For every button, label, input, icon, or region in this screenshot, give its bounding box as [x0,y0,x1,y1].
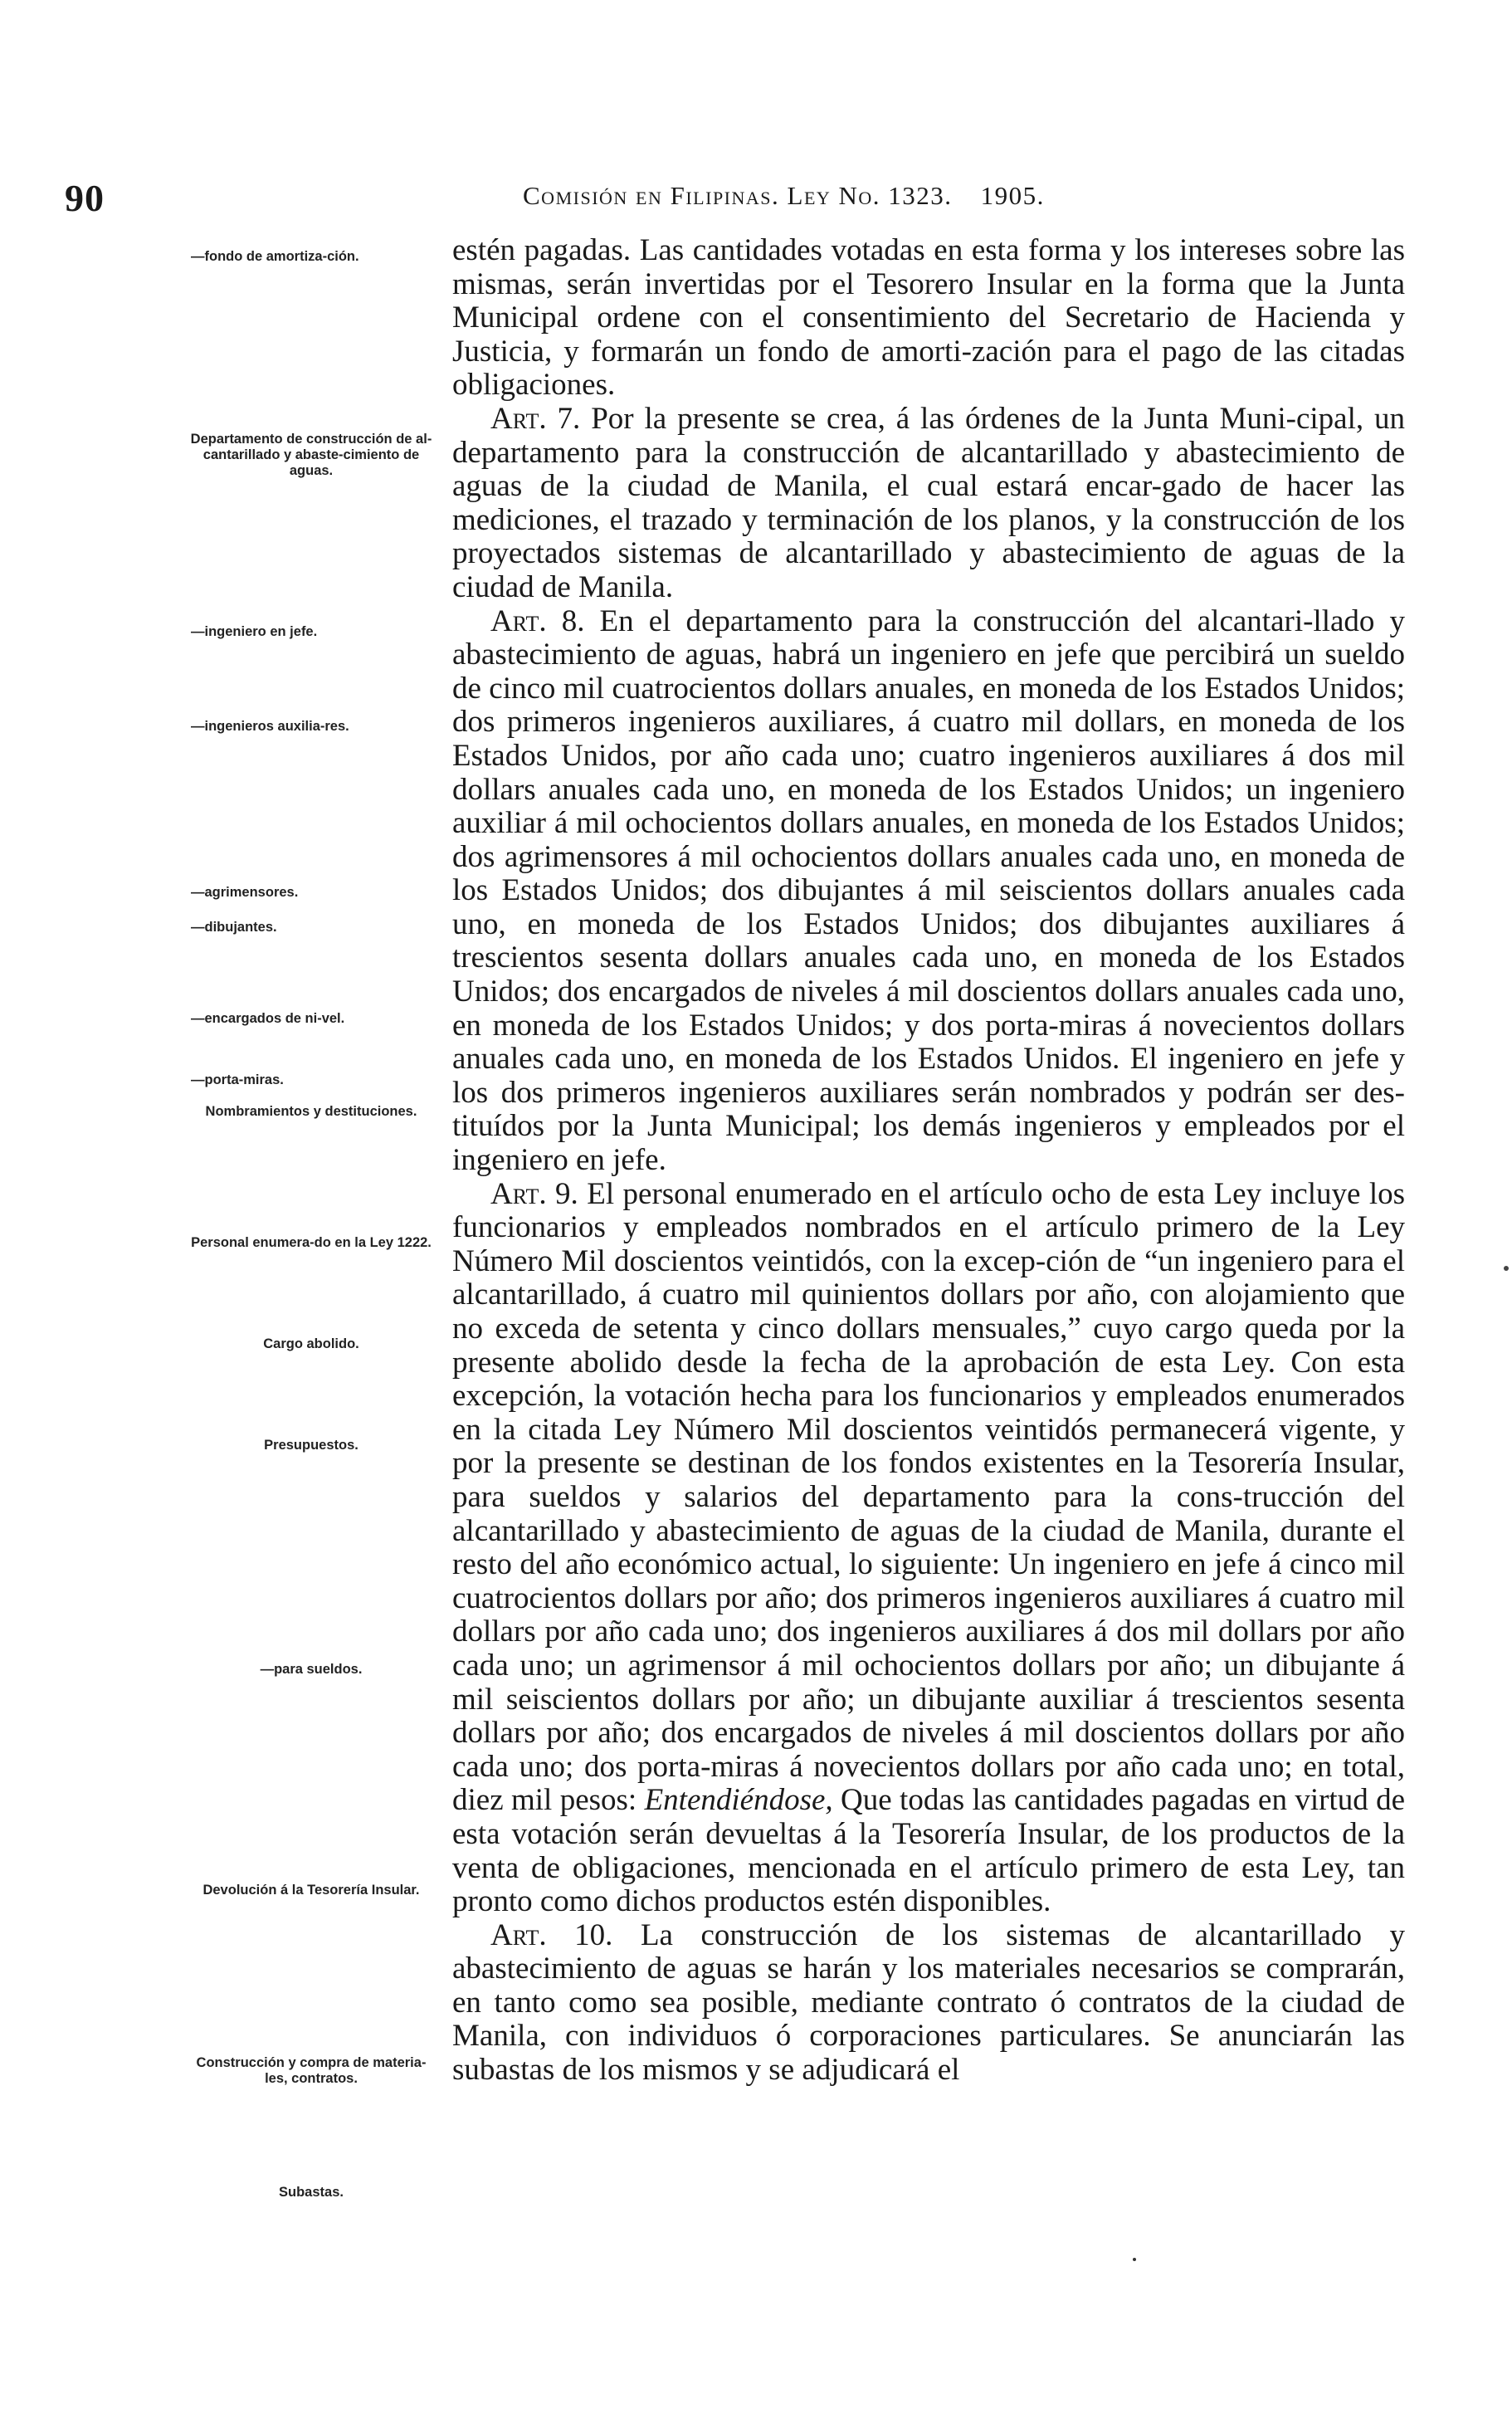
paragraph-art-8 [452,605,1405,1178]
scan-speck-edge [1504,1266,1509,1271]
paragraph-1: estén pagadas. Las cantidades votadas en esta forma y los intereses sobre las mismas, serán invertidas por el Tesorero Insular en la forma que la Junta Municipal ordene con el consentimiento del Secretario de Hacienda y Justicia, y formarán un fondo de amorti-zación para el pago de las citadas obligaciones. [452,233,1405,403]
article-7-text: Por la presente se crea, á las órdenes de la Junta Muni-cipal, un departamento para la construcción de alcantarillado y abastecimiento de aguas de la ciudad de Manila, el cual estará encar-gado de hacer las mediciones, el trazado y terminación de los planos, y la construcción de los proyectados sistemas de alcantarillado y abastecimiento de aguas de la ciudad de Manila. [452,401,1406,604]
running-title-text: Comisión en Filipinas. Ley No. 1323. [523,181,953,210]
page-number: 90 [65,177,105,219]
margin-note-ingenieros-auxiliares: —ingenieros auxilia-res. [191,719,349,734]
running-title-year: 1905. [980,181,1045,210]
margin-note-agrimensores: —agrimensores. [191,885,299,900]
margin-note-departamento: Departamento de construcción de al-cantarillado y abaste-cimiento de aguas. [190,432,432,478]
paragraph-art-9 [452,1178,1405,1919]
margin-note-porta-miras: —porta-miras. [191,1072,284,1087]
article-8-text: En el departamento para la construcción del alcantari-llado y abastecimiento de aguas, habrá un ingeniero en jefe que percibirá un sueldo de cinco mil cuatrocientos dollars anuales, en moneda de los Estados Unidos; dos primeros ingenieros auxiliares, á cuatro mil dollars, en moneda de los Estados Unidos, por año cada uno; cuatro ingenieros auxiliares á dos mil dollars anuales cada uno, en moneda de los Estados Unidos; un ingeniero auxiliar á mil ochocientos dollars anuales, en moneda de los Estados Unidos; dos agrimensores á mil ochocientos dollars anuales cada uno, en moneda de los Estados Unidos; dos dibujantes á mil seiscientos dollars anuales cada uno, en moneda de los Estados Unidos; dos dibujantes auxiliares á trescientos sesenta dollars anuales cada uno, en moneda de los Estados Unidos; dos encargados de niveles á mil doscientos dollars anuales cada uno, en moneda de los Estados Unidos; y dos porta-miras á novecientos dollars anuales cada uno, en moneda de los Estados Unidos. El ingeniero en jefe y los dos primeros ingenieros auxiliares serán nombrados y podrán ser des-tituídos por la Junta Municipal; los demás ingenieros y empleados por el ingeniero en jefe. [452,603,1405,1178]
margin-notes [0,0,448,2418]
margin-note-fondo: —fondo de amortiza-ción. [191,249,359,264]
margin-note-sueldos: —para sueldos. [260,1662,363,1677]
article-8-label: Art. 8. [490,603,585,638]
margin-note-encargados: —encargados de ni-vel. [191,1011,345,1026]
article-9-label: Art. 9. [490,1176,578,1211]
margin-note-cargo: Cargo abolido. [263,1336,359,1351]
article-7-label: Art. 7. [490,401,581,436]
margin-note-construccion: Construcción y compra de materia-les, contratos. [196,2055,427,2086]
margin-note-nombramientos: Nombramientos y destituciones. [205,1104,417,1119]
margin-note-personal: Personal enumera-do en la Ley 1222. [191,1235,432,1250]
article-10-label: Art. 10. [490,1917,613,1952]
body-text [452,234,1405,2088]
paragraph-art-7 [452,403,1405,605]
margin-note-devolucion: Devolución á la Tesorería Insular. [202,1883,420,1898]
margin-note-presupuestos: Presupuestos. [264,1438,358,1453]
article-9-text-b: Que todas las cantidades pagadas en virtud de esta votación serán devueltas á la Tesorería Insular, de los productos de la venta de obligaciones, mencionada en el artículo primero de esta Ley, tan pronto como dichos productos estén disponibles. [452,1783,1405,1919]
margin-note-ingeniero-jefe: —ingeniero en jefe. [191,624,318,639]
margin-note-dibujantes: —dibujantes. [191,920,277,935]
article-9-text-a: El personal enumerado en el artículo ocho de esta Ley incluye los funcionarios y empleados nombrados en el artículo primero de la Ley Número Mil doscientos veintidós, con la excep-ción de “un ingeniero para el alcantarillado, á cuatro mil quinientos dollars por año, con alojamiento que no exceda de setenta y cinco dollars mensuales,” cuyo cargo queda por la presente abolido desde la fecha de la aprobación de esta Ley. Con esta excepción, la votación hecha para los funcionarios y empleados enumerados en la citada Ley Número Mil doscientos veintidós permanecerá vigente, y por la presente se destinan de los fondos existentes en la Tesorería Insular, para sueldos y salarios del departamento para la cons-trucción del alcantarillado y abastecimiento de aguas de la ciudad de Manila, durante el resto del año económico actual, lo siguiente: Un ingeniero en jefe á cinco mil cuatrocientos dollars por año; dos primeros ingenieros auxiliares á cuatro mil dollars por año cada uno; dos ingenieros auxiliares á dos mil dollars por año cada uno; un agrimensor á mil ochocientos dollars por año; un dibujante á mil seiscientos dollars por año; un dibujante auxiliar á trescientos sesenta dollars por año; dos encargados de niveles á mil doscientos dollars por año cada uno; dos porta-miras á novecientos dollars por año cada uno; en total, diez mil pesos: [452,1176,1406,1818]
scan-speck [1133,2258,1136,2261]
paragraph-art-10 [452,1919,1405,2088]
margin-note-subastas: Subastas. [279,2185,344,2200]
article-9-proviso: Entendiéndose, [644,1783,833,1818]
running-title [523,181,1045,211]
article-10-text: La construcción de los sistemas de alcantarillado y abastecimiento de aguas se harán y los materiales necesarios se comprarán, en tanto como sea posible, mediante contrato ó contratos de la ciudad de Manila, con individuos ó corporaciones particulares. Se anunciarán las subastas de los mismos y se adjudicará el [452,1917,1405,2088]
